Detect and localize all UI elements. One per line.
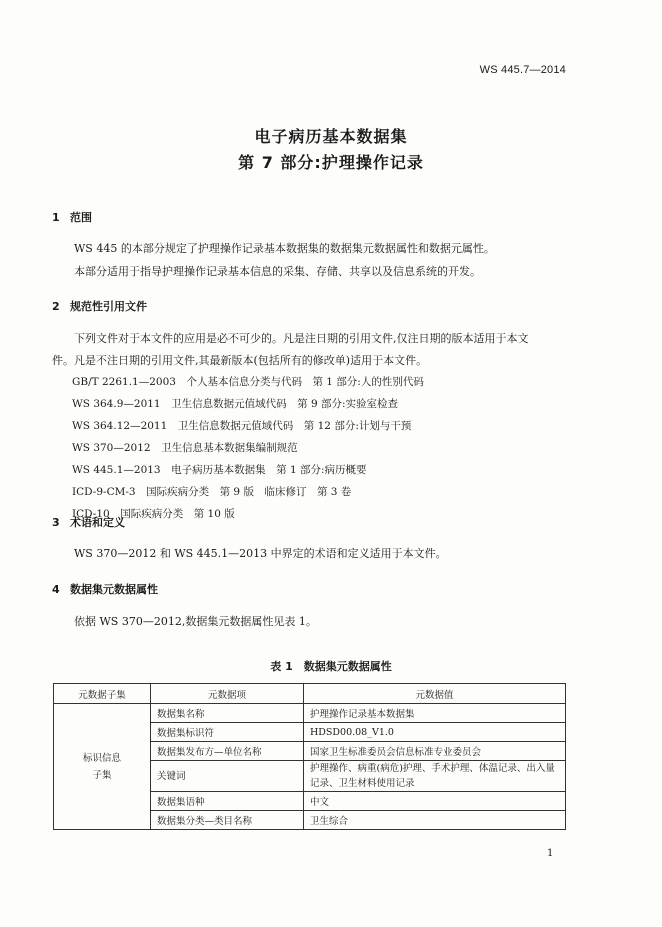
table-caption: 表 1 数据集元数据属性 (270, 660, 392, 673)
paragraph: 下列文件对于本文件的应用是必不可少的。凡是注日期的引用文件,仅注日期的版本适用于本文 (74, 332, 529, 345)
value-cell: HDSD00.08_V1.0 (304, 723, 566, 742)
item-cell: 数据集语种 (151, 792, 304, 811)
column-header: 元数据项 (151, 684, 304, 704)
section-title: 规范性引用文件 (70, 300, 147, 313)
item-cell: 数据集标识符 (151, 723, 304, 742)
section-title: 范围 (70, 211, 92, 224)
section-number: 1 (52, 211, 60, 224)
paragraph: WS 370—2012 和 WS 445.1—2013 中界定的术语和定义适用于本文件。 (74, 547, 447, 560)
paragraph: 依据 WS 370—2012,数据集元数据属性见表 1。 (74, 615, 317, 628)
value-cell: 护理操作记录基本数据集 (304, 704, 566, 723)
value-cell: 中文 (304, 792, 566, 811)
value-cell (304, 761, 566, 792)
value-line: 记录、卫生材料使用记录 (310, 778, 415, 789)
section-title: 数据集元数据属性 (70, 583, 158, 596)
section-heading-normative-references (52, 298, 147, 314)
section-heading-scope (52, 209, 92, 225)
paragraph: 件。凡是不注日期的引用文件,其最新版本(包括所有的修改单)适用于本文件。 (52, 354, 428, 367)
section-number: 4 (52, 583, 60, 596)
item-cell: 关键词 (151, 761, 304, 792)
section-heading-terms (52, 514, 125, 530)
paragraph: 本部分适用于指导护理操作记录基本信息的采集、存储、共享以及信息系统的开发。 (74, 265, 481, 278)
section-number: 2 (52, 300, 60, 313)
value-line: 护理操作、病重(病危)护理、手术护理、体温记录、出入量 (310, 763, 555, 774)
item-cell: 数据集发布方—单位名称 (151, 742, 304, 761)
reference-item: WS 445.1—2013 电子病历基本数据集 第 1 部分:病历概要 (72, 464, 367, 476)
table-header-row (54, 684, 566, 704)
item-cell: 数据集分类—类目名称 (151, 811, 304, 830)
reference-item: ICD-10 国际疾病分类 第 10 版 (72, 508, 235, 520)
group-cell (54, 704, 151, 830)
reference-item: WS 364.9—2011 卫生信息数据元值域代码 第 9 部分:实验室检查 (72, 398, 398, 410)
group-label: 标识信息 (82, 752, 121, 764)
standard-code: WS 445.7—2014 (479, 64, 566, 76)
section-heading-dataset-metadata (52, 581, 158, 597)
paragraph: WS 445 的本部分规定了护理操作记录基本数据集的数据集元数据属性和数据元属性。 (74, 242, 495, 255)
page-number: 1 (547, 848, 554, 859)
group-label: 子集 (92, 769, 112, 781)
column-header: 元数据子集 (54, 684, 151, 704)
value-cell: 国家卫生标准委员会信息标准专业委员会 (304, 742, 566, 761)
reference-item: GB/T 2261.1—2003 个人基本信息分类与代码 第 1 部分:人的性别代码 (72, 376, 424, 388)
reference-item: WS 370—2012 卫生信息基本数据集编制规范 (72, 442, 298, 454)
column-header: 元数据值 (304, 684, 566, 704)
document-title: 电子病历基本数据集 (254, 127, 408, 146)
metadata-table (53, 683, 566, 830)
document-subtitle: 第 7 部分:护理操作记录 (238, 153, 424, 172)
table-row (54, 704, 566, 723)
section-title: 术语和定义 (70, 516, 125, 529)
reference-item: ICD-9-CM-3 国际疾病分类 第 9 版 临床修订 第 3 卷 (72, 486, 352, 498)
section-number: 3 (52, 516, 60, 529)
reference-item: WS 364.12—2011 卫生信息数据元值域代码 第 12 部分:计划与干预 (72, 420, 412, 432)
value-cell: 卫生综合 (304, 811, 566, 830)
item-cell: 数据集名称 (151, 704, 304, 723)
